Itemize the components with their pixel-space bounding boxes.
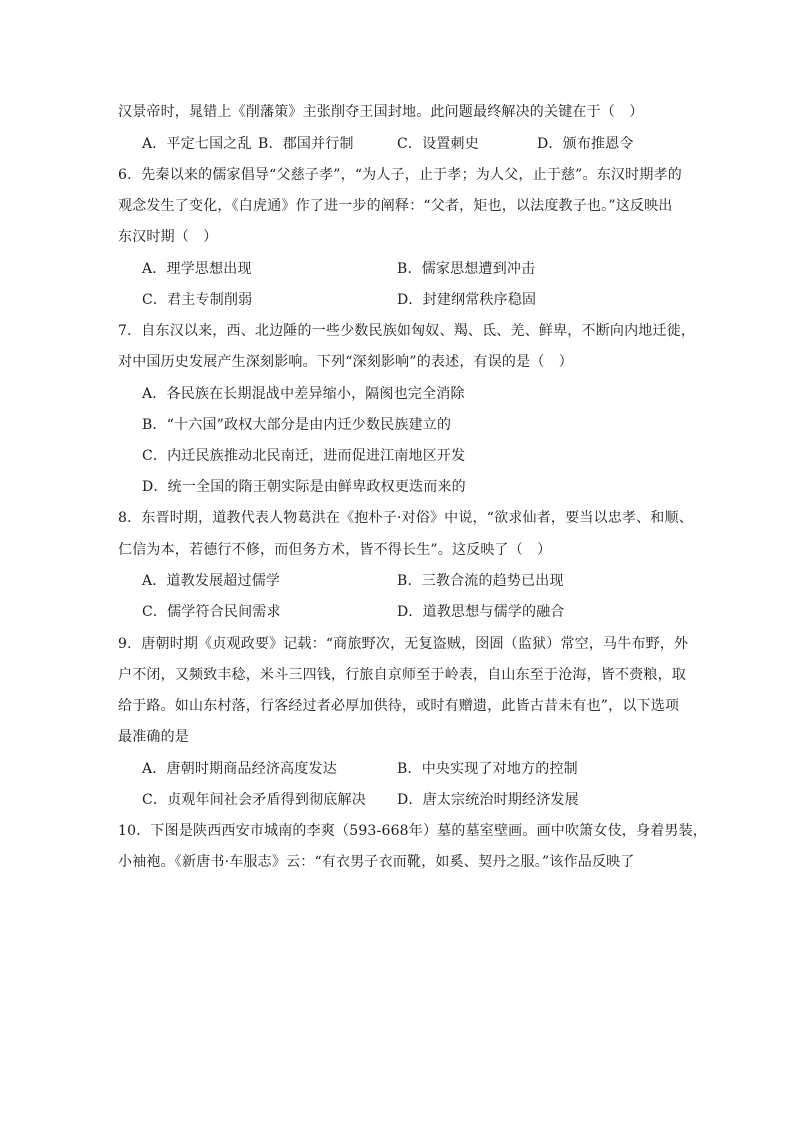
q6-option-b: B．儒家思想遭到冲击 <box>397 261 536 277</box>
q8-option-a: A．道教发展超过儒学 <box>142 573 281 589</box>
q8-option-c: C．儒学符合民间需求 <box>142 604 281 620</box>
q5-option-a: A．平定七国之乱 <box>142 136 252 152</box>
q9-stem-line-1: 9．唐朝时期《贞观政要》记载：“商旅野次，无复盗贼，囹圄（监狱）常空，马牛布野，外 <box>118 636 689 652</box>
q9-option-c: C．贞观年间社会矛盾得到彻底解决 <box>142 792 366 808</box>
q7-option-d: D．统一全国的隋王朝实际是由鲜卑政权更迭而来的 <box>142 479 466 495</box>
q9-option-d: D．唐太宗统治时期经济发展 <box>397 792 579 808</box>
q9-stem-line-3: 给于路。如山东村落，行客经过者必厚加供待，或时有赠遗，此皆古昔未有也”，以下选项 <box>118 698 680 714</box>
q5-option-c: C．设置刺史 <box>397 136 479 152</box>
q7-stem-line-2: 对中国历史发展产生深刻影响。下列“深刻影响”的表述，有误的是（ ） <box>118 354 573 370</box>
q6-option-c: C．君主专制削弱 <box>142 292 253 308</box>
q9-stem-line-4: 最准确的是 <box>118 729 189 745</box>
q5-option-b: B．郡国并行制 <box>258 136 354 152</box>
q8-stem-line-1: 8．东晋时期，道教代表人物葛洪在《抱朴子·对俗》中说，“欲求仙者，要当以忠孝、和顺、 <box>118 510 693 526</box>
q8-option-d: D．道教思想与儒学的融合 <box>397 604 565 620</box>
q7-option-c: C．内迁民族推动北民南迁，进而促进江南地区开发 <box>142 448 466 464</box>
q5-stem-line-1: 汉景帝时，晁错上《削藩策》主张削夺王国封地。此问题最终解决的关键在于（ ） <box>118 104 644 120</box>
q6-stem-line-3: 东汉时期（ ） <box>118 229 218 245</box>
q9-option-b: B．中央实现了对地方的控制 <box>397 761 578 777</box>
q6-stem-line-2: 观念发生了变化，《白虎通》作了进一步的阐释：“父者，矩也，以法度教子也。”这反映出 <box>118 198 673 214</box>
q6-option-d: D．封建纲常秩序稳固 <box>397 292 537 308</box>
q8-stem-line-2: 仁信为本，若德行不修，而但务方术，皆不得长生”。这反映了（ ） <box>118 542 552 558</box>
q10-stem-line-2: 小袖袍。《新唐书·车服志》云：“有衣男子衣而靴，如奚、契丹之服。”该作品反映了 <box>118 854 635 870</box>
q9-stem-line-2: 户不闭，又频致丰稔，米斗三四钱，行旅自京师至于岭表，自山东至于沧海，皆不赍粮，取 <box>118 667 686 683</box>
q8-option-b: B．三教合流的趋势已出现 <box>397 573 564 589</box>
q6-stem-line-1: 6．先秦以来的儒家倡导“父慈子孝”，“为人子，止于孝；为人父，止于慈”。东汉时期孝的 <box>118 167 682 183</box>
q9-option-a: A．唐朝时期商品经济高度发达 <box>142 761 337 777</box>
q10-stem-line-1: 10．下图是陕西西安市城南的李爽（593-668年）墓的墓室壁画。画中吹箫女伎，身着男装， <box>118 823 707 839</box>
q7-stem-line-1: 7．自东汉以来，西、北边陲的一些少数民族如匈奴、羯、氐、羌、鲜卑，不断向内地迁徙， <box>118 323 696 339</box>
q6-option-a: A．理学思想出现 <box>142 261 252 277</box>
q5-option-d: D．颁布推恩令 <box>537 136 634 152</box>
q7-option-a: A．各民族在长期混战中差异缩小，隔阂也完全消除 <box>142 386 465 402</box>
q7-option-b: B．“十六国”政权大部分是由内迁少数民族建立的 <box>142 417 452 433</box>
